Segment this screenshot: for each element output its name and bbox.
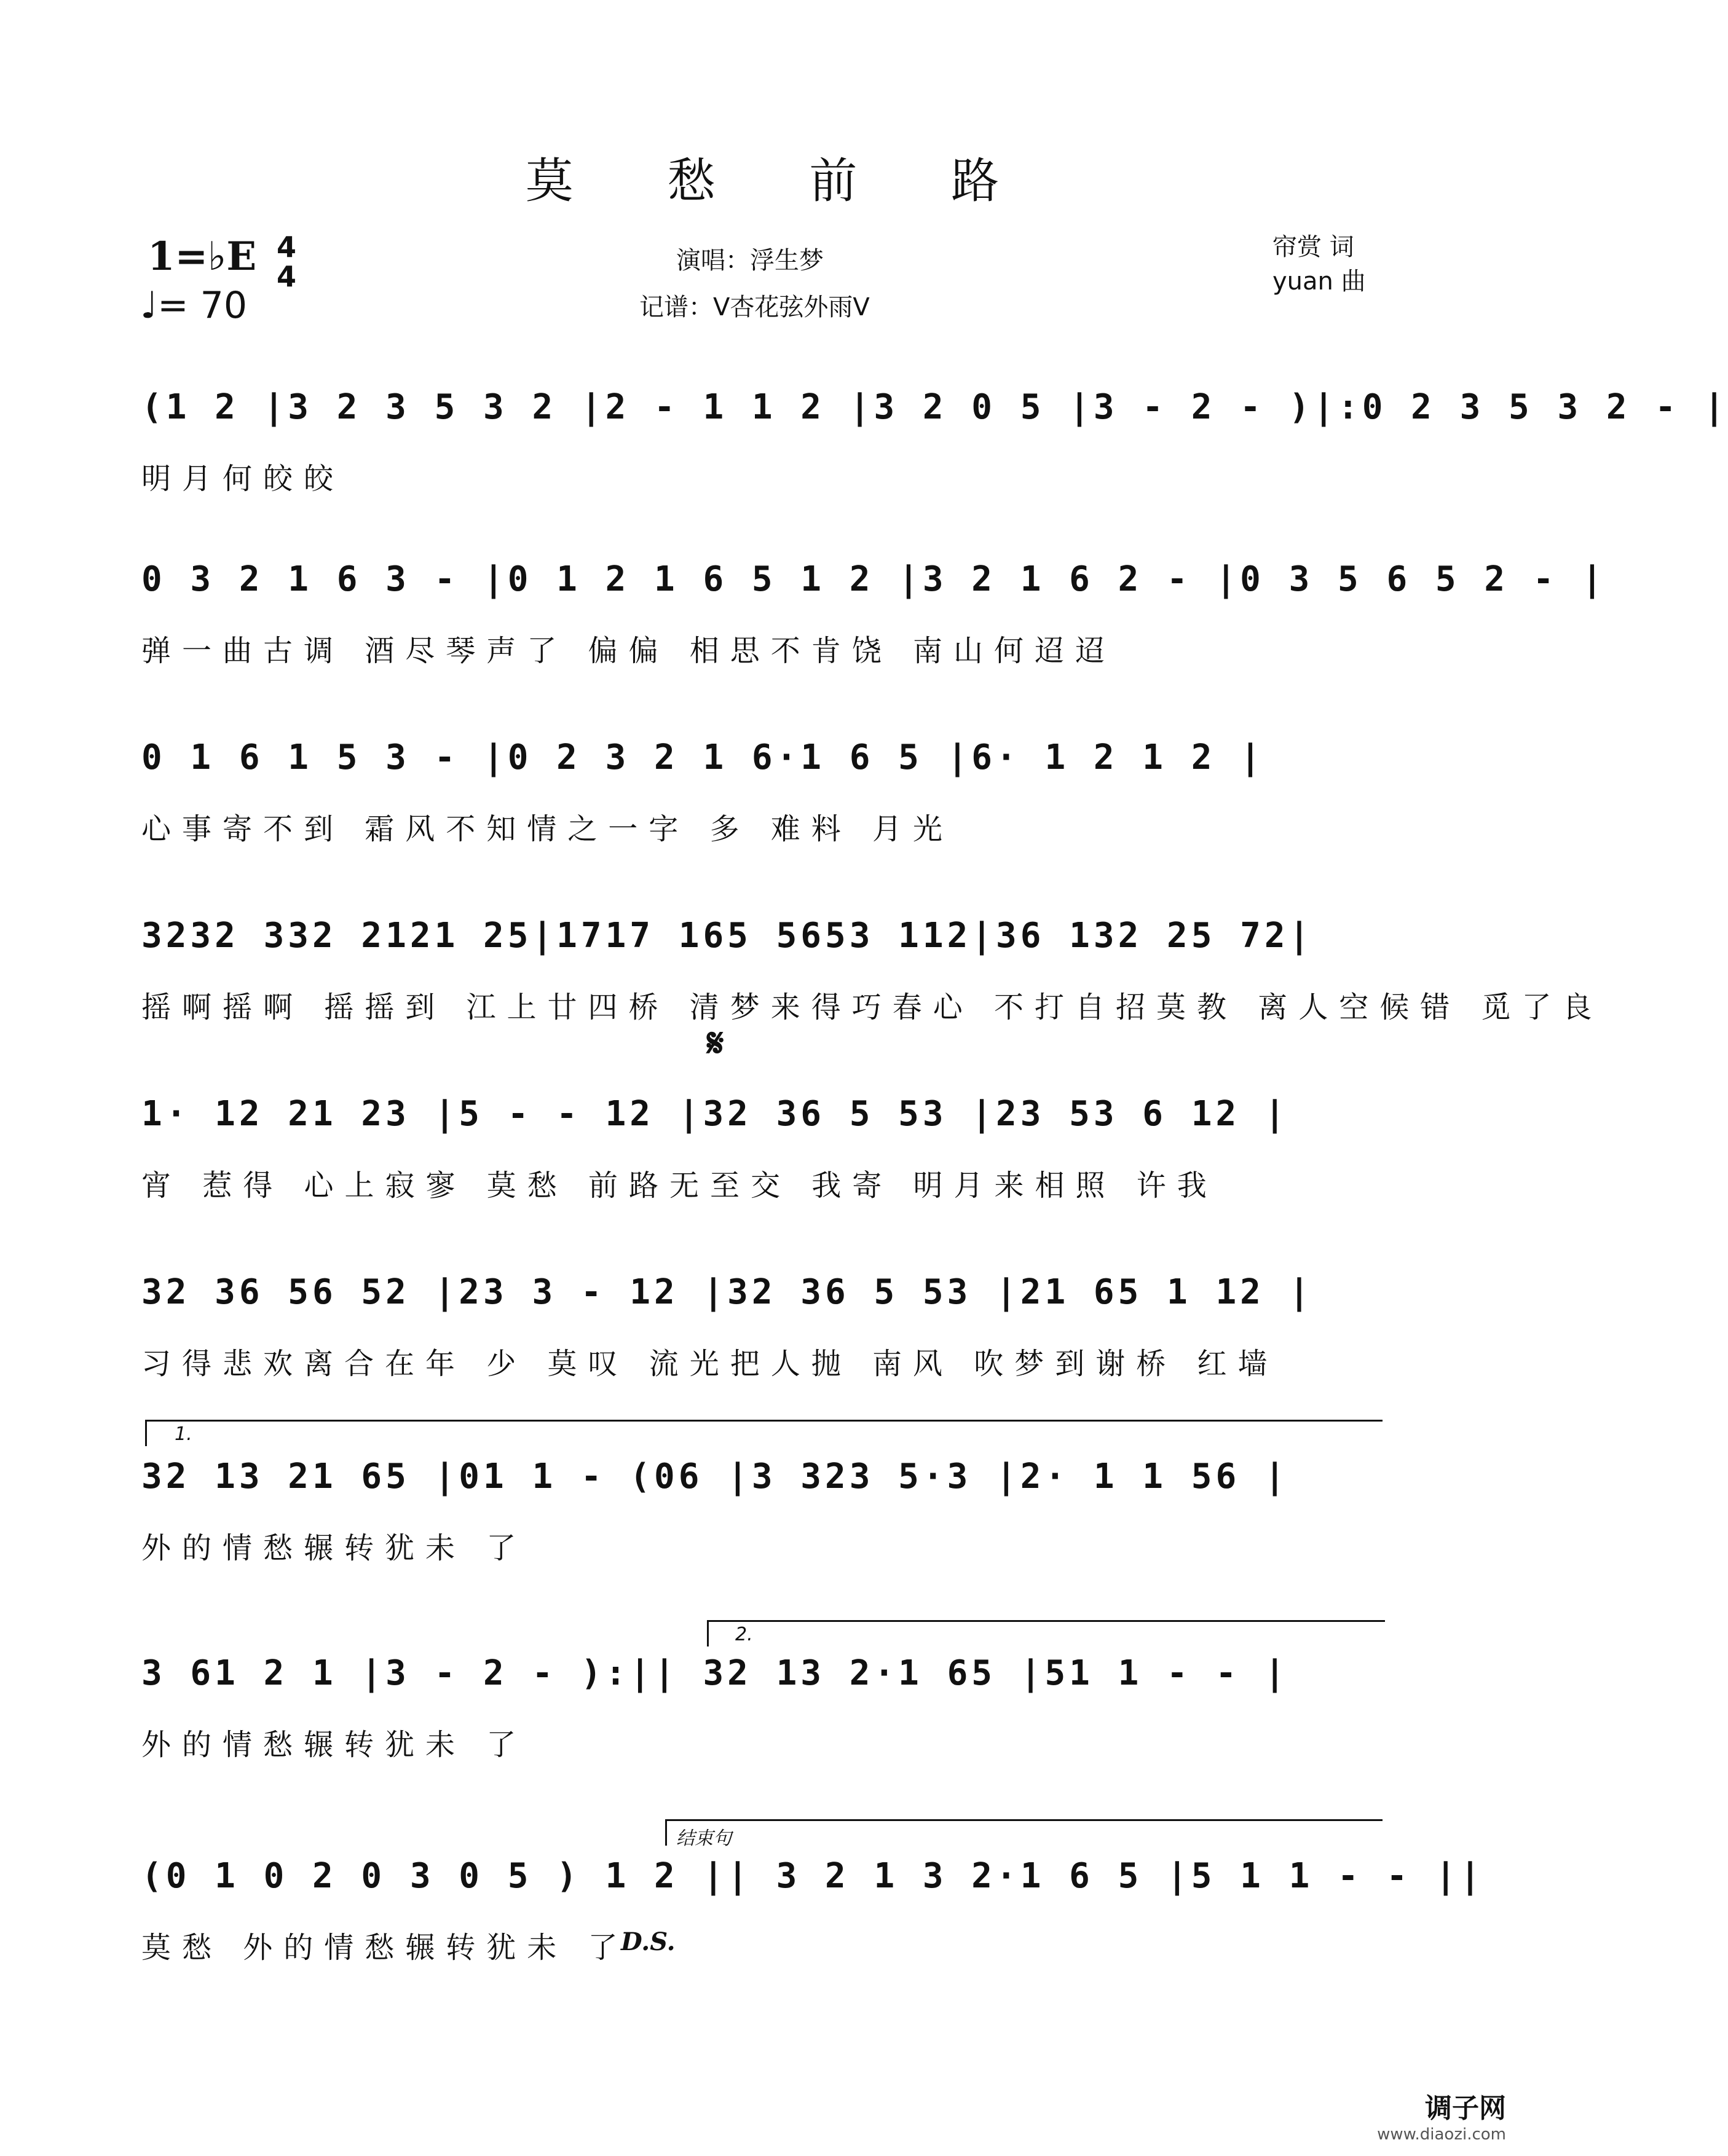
key-signature: 1=♭E [148,234,257,280]
score-row [141,541,1606,668]
notation: 0 1 6 1 5 3 - |0 2 3 2 1 6·1 6 5 |6· 1 2 1 2 | [141,738,1264,777]
notation: 3232 332 2121 25|1717 165 5653 112|36 132 25 72| [141,916,1314,956]
notation: 0 3 2 1 6 3 - |0 1 2 1 6 5 1 2 |3 2 1 6 2 - |0 3 5 6 5 2 - | [141,559,1606,599]
score-row [141,1076,1383,1203]
lyrics: 宵 惹得 心上寂寥 莫愁 前路无至交 我寄 明月来相照 许我 [141,1168,1218,1203]
notation: (0 1 0 2 0 3 0 5 ) 1 2 || 3 2 1 3 2·1 6 5 |5 1 1 - - || [141,1856,1485,1896]
score-title: 莫 愁 前 路 [525,154,1039,209]
watermark-site-name: 调子网 [1425,2093,1506,2124]
volta-1-label: 1. [175,1423,192,1445]
notation: 32 13 21 65 |01 1 - (06 |3 323 5·3 |2· 1 1 56 | [141,1457,1289,1497]
dal-segno-mark: D.S. [621,1927,676,1956]
time-signature [277,232,296,291]
score-row [141,897,1603,1025]
notation: (1 2 |3 2 3 5 3 2 |2 - 1 1 2 |3 2 0 5 |3 - 2 - )|:0 2 3 5 3 2 - | [141,387,1728,427]
notation: 3 61 2 1 |3 - 2 - ):|| 32 13 2·1 65 |51 1 - - | [141,1653,1289,1693]
segno-sign: 𝄋 [707,1020,724,1066]
transcriber-credit: 记谱：V杏花弦外雨V [639,293,870,321]
time-signature-bottom: 4 [277,260,297,293]
lyrics: 外的情愁辗转犹未 了 [141,1728,527,1762]
time-signature-top: 4 [277,230,297,264]
lyricist-credit: 帘赏 词 [1272,233,1354,261]
lyrics: 习得悲欢离合在年 少 莫叹 流光把人抛 南风 吹梦到谢桥 红墙 [141,1347,1279,1381]
score-row [141,369,1728,496]
ending-label: 结束句 [676,1828,732,1849]
lyrics: 外的情愁辗转犹未 了 [141,1531,527,1565]
score-row [141,1635,1383,1762]
lyrics: 心事寄不到 霜风不知情之一字 多 难料 月光 [141,812,954,846]
volta-2-label: 2. [735,1624,753,1645]
lyrics: 弹一曲古调 酒尽琴声了 偏偏 相思不肯饶 南山何迢迢 [141,634,1116,668]
lyrics: 莫愁 外的情愁辗转犹未 了 [141,1930,629,1965]
composer-credit: yuan 曲 [1272,267,1366,296]
notation: 1· 12 21 23 |5 - - 12 |32 36 5 53 |23 53 6 12 | [141,1094,1289,1134]
watermark [1377,2086,1506,2144]
score-row [141,719,1383,846]
notation: 32 36 56 52 |23 3 - 12 |32 36 5 53 |21 65 1 12 | [141,1272,1314,1312]
singer-credit: 演唱：浮生梦 [676,246,824,275]
lyrics: 明月何皎皎 [141,462,345,496]
watermark-url: www.diaozi.com [1377,2125,1506,2144]
tempo-marking: ♩= 70 [140,284,247,327]
lyrics: 摇啊摇啊 摇摇到 江上廿四桥 清梦来得巧春心 不打自招莫教 离人空候错 觅了良 [141,990,1603,1025]
score-row [141,1438,1383,1565]
score-row [141,1254,1383,1381]
